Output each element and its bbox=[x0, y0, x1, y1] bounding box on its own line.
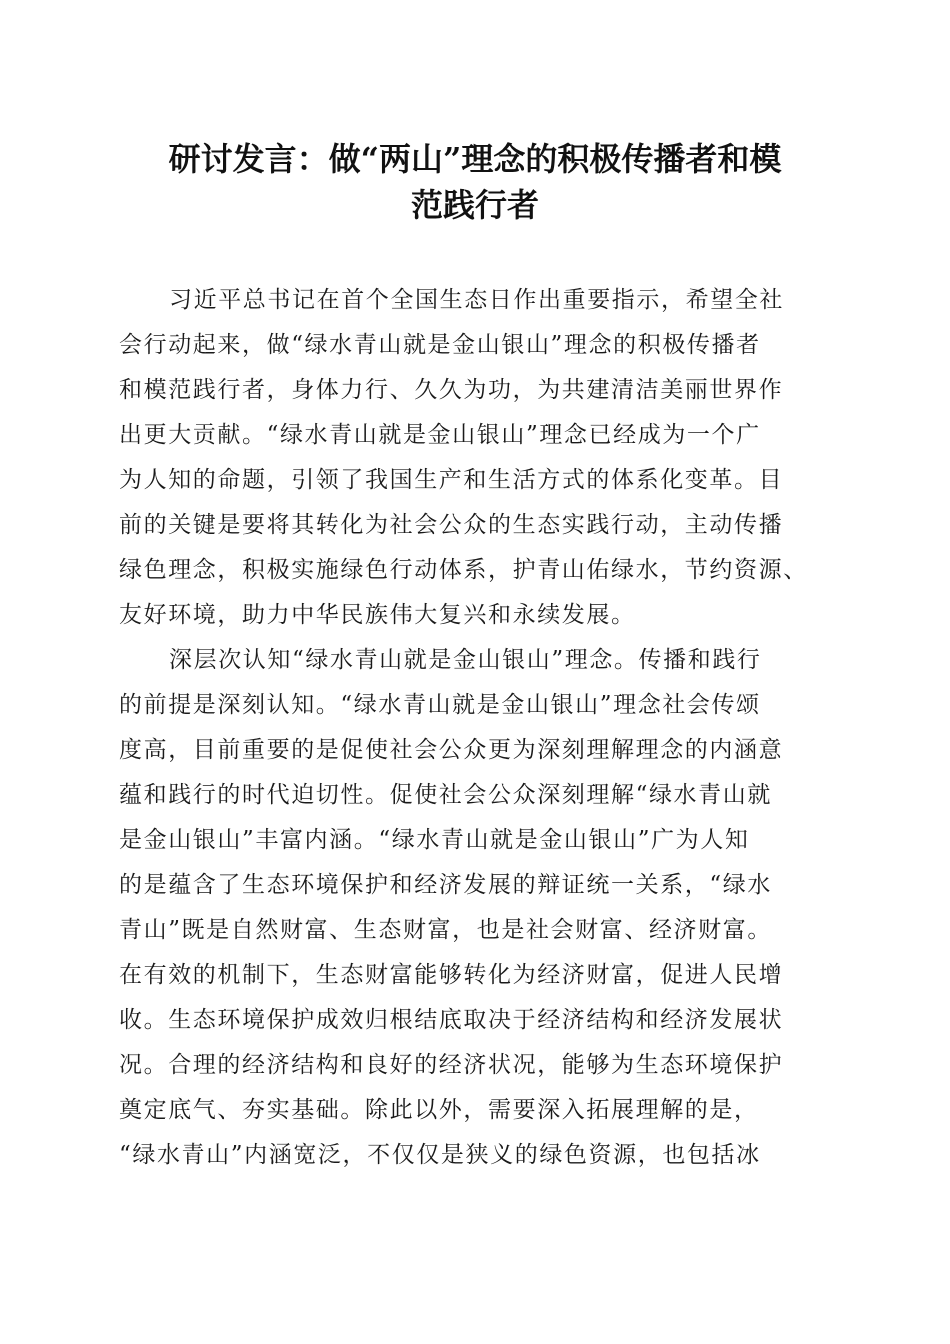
text-line: 收。生态环境保护成效归根结底取决于经济结构和经济发展状 bbox=[119, 1007, 784, 1033]
text-line: 习近平总书记在首个全国生态日作出重要指示，希望全社 bbox=[169, 287, 784, 313]
paragraph-2 bbox=[119, 638, 859, 1178]
text-line: 蕴和践行的时代迫切性。促使社会公众深刻理解“绿水青山就 bbox=[119, 782, 772, 808]
text-line: 奠定底气、夯实基础。除此以外，需要深入拓展理解的是， bbox=[119, 1097, 759, 1123]
paragraph-1 bbox=[119, 278, 859, 638]
text-line: 为人知的命题，引领了我国生产和生活方式的体系化变革。目 bbox=[119, 467, 784, 493]
text-line: 是金山银山”丰富内涵。“绿水青山就是金山银山”广为人知 bbox=[119, 827, 750, 853]
text-line: 前的关键是要将其转化为社会公众的生态实践行动，主动传播 bbox=[119, 512, 784, 538]
text-line: 会行动起来，做“绿水青山就是金山银山”理念的积极传播者 bbox=[119, 332, 761, 358]
text-line: 在有效的机制下，生态财富能够转化为经济财富，促进人民增 bbox=[119, 962, 784, 988]
text-line: 绿色理念，积极实施绿色行动体系，护青山佑绿水，节约资源、 bbox=[119, 557, 808, 583]
text-line: “绿水青山”内涵宽泛，不仅仅是狭义的绿色资源，也包括冰 bbox=[119, 1142, 761, 1168]
text-line: 青山”既是自然财富、生态财富，也是社会财富、经济财富。 bbox=[119, 917, 772, 943]
title-line-1: 研讨发言：做“两山”理念的积极传播者和模 bbox=[168, 140, 782, 178]
document-title bbox=[110, 136, 840, 228]
text-line: 况。合理的经济结构和良好的经济状况，能够为生态环境保护 bbox=[119, 1052, 784, 1078]
text-line: 的是蕴含了生态环境保护和经济发展的辩证统一关系，“绿水 bbox=[119, 872, 772, 898]
text-line: 友好环境，助力中华民族伟大复兴和永续发展。 bbox=[119, 602, 636, 628]
text-line: 和模范践行者，身体力行、久久为功，为共建清洁美丽世界作 bbox=[119, 377, 784, 403]
text-line: 出更大贡献。“绿水青山就是金山银山”理念已经成为一个广 bbox=[119, 422, 761, 448]
text-line: 的前提是深刻认知。“绿水青山就是金山银山”理念社会传颂 bbox=[119, 692, 761, 718]
document-body bbox=[119, 278, 859, 1178]
text-line: 深层次认知“绿水青山就是金山银山”理念。传播和践行 bbox=[169, 647, 762, 673]
text-line: 度高，目前重要的是促使社会公众更为深刻理解理念的内涵意 bbox=[119, 737, 784, 763]
title-line-2: 范践行者 bbox=[410, 186, 539, 224]
